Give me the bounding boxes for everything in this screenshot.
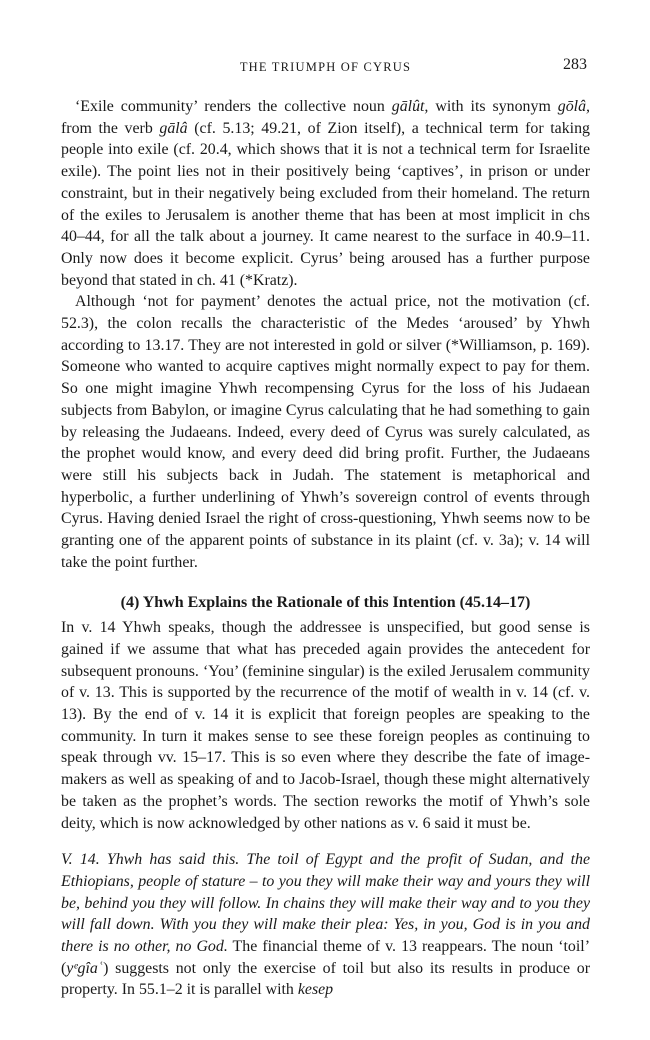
italic-text-run: V. 14. Yhwh has said this. The toil of Egypt and the profit of Sudan, and the Ethiopians, people of stature – to you they will make their way and yours they will be, behind you they will follow. In chains they will make their way and to you they will fall down. With you they will make their plea: Yes, in you, God is in you and there is no other, no God. <box>61 851 590 956</box>
text-run: from the verb <box>61 119 160 137</box>
book-page <box>61 56 590 1001</box>
text-run: ‘Exile community’ renders the collective noun <box>75 98 392 115</box>
paragraph-verse-14 <box>61 849 590 1001</box>
italic-text-run: gālâ <box>159 119 188 137</box>
italic-text-run: kesep <box>297 981 334 999</box>
text-run: with its synonym <box>428 98 558 115</box>
italic-text-run: gōlâ, <box>557 98 590 115</box>
paragraph-section-intro: In v. 14 Yhwh speaks, though the addressee is unspecified, but good sense is gained if we assume that what has preceded again provides the antecedent for subsequent pronouns. ‘You’ (feminine singular) is the exiled Jerusalem community of v. 13. This is supported by the recurrence of the motif of wealth in v. 14 (cf. v. 13). By the end of v. 14 it is explicit that foreign peoples are speaking to the community. In turn it makes sense to see these foreign peoples as continuing to speak through vv. 15–17. This is so even where they describe the fate of image-makers as well as speaking of and to Jacob-Israel, though these might alternatively be taken as the prophet’s words. The section reworks the motif of Yhwh’s sole deity, which is now acknowledged by other nations as v. 6 said it must be. <box>61 619 590 832</box>
italic-text-run: gālût, <box>391 98 429 115</box>
page-number: 283 <box>563 56 587 73</box>
italic-text-run: yᵉgîaʿ <box>66 959 104 977</box>
paragraph-not-for-payment: Although ‘not for payment’ denotes the actual price, not the motivation (cf. 52.3), the colon recalls the characteristic of the Medes ‘aroused’ by Yhwh according to 13.17. They are not interested in gold or silver (*Williamson, p. 169). Someone who wanted to acquire captives might normally expect to pay for them. So one might imagine Yhwh recompensing Cyrus for the loss of his Judaean subjects from Babylon, or imagine Cyrus calculating that he had something to gain by releasing the Judaeans. Indeed, every deed of Cyrus was surely calculated, as the prophet would know, and every deed did bring profit. Further, the Judaeans were still his subjects back in Judah. The statement is metaphorical and hyperbolic, a further underlining of Yhwh’s sovereign control of events through Cyrus. Having denied Israel the right of cross-questioning, Yhwh seems now to be granting one of the apparent points of substance in its plaint (cf. v. 3a); v. 14 will take the point further. <box>61 293 590 571</box>
page-header <box>61 56 590 80</box>
text-run: (cf. 5.13; 49.21, of Zion itself), a technical term for taking people into exile (cf. 20.4, which shows that it is not a technical term for Israelite exile). The point lies not in their positively being ‘captives’, in prison or under constraint, but in their negatively being excluded from their homeland. The return of the exiles to Jerusalem is another theme that has been at most implicit in chs 40–44, for all the talk about a journey. It came nearest to the surface in 40.9–11. Only now does it become explicit. Cyrus’ being aroused has a further purpose beyond that stated in ch. 41 (*Kratz). <box>61 119 590 289</box>
paragraph-exile-community <box>61 96 590 291</box>
section-heading: (4) Yhwh Explains the Rationale of this Intention (45.14–17) <box>120 594 531 612</box>
running-head: THE TRIUMPH OF CYRUS <box>239 60 412 74</box>
text-run: ) suggests not only the exercise of toil but also its results in produce or property. In 55.1–2 it is parallel with <box>61 959 590 999</box>
text-run: The financial theme of v. 13 reappears. The noun ‘toil’ ( <box>61 938 590 977</box>
